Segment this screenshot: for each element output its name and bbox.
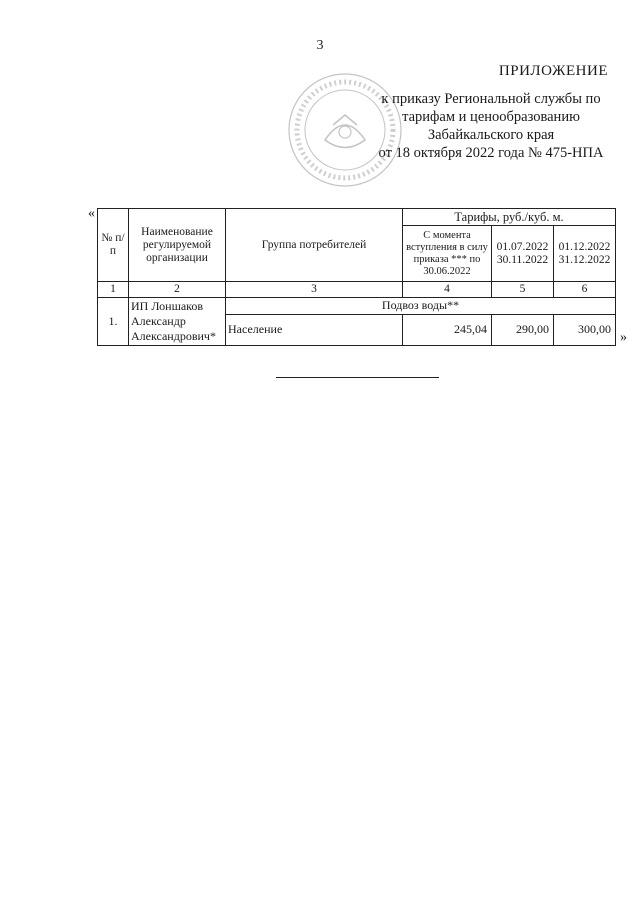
header-period-2-to: 30.11.2022 [496,253,549,266]
appendix-line: Забайкальского края [427,127,555,143]
col-number: 5 [492,282,554,298]
header-period-2-from: 01.07.2022 [496,240,549,253]
header-period-1: С момента вступления в силу приказа *** по 30.06.2022 [403,226,492,282]
header-org: Наименование регулируемой организации [129,209,226,282]
header-period-2 [492,226,554,282]
closing-quote: » [620,330,627,345]
appendix-title: ПРИЛОЖЕНИЕ [498,63,608,79]
header-group: Группа потребителей [226,209,403,282]
row-service: Подвоз воды** [226,298,616,315]
header-tariffs: Тарифы, руб./куб. м. [403,209,616,226]
appendix-line: к приказу Региональной службы по [381,91,601,107]
page-number: 3 [316,38,324,53]
row-num: 1. [98,298,129,346]
col-number: 1 [98,282,129,298]
row-group: Население [226,314,403,345]
header-period-3-to: 31.12.2022 [558,253,611,266]
header-period-3-from: 01.12.2022 [558,240,611,253]
row-tariff-1: 245,04 [403,314,492,345]
col-number: 4 [403,282,492,298]
header-num: № п/п [98,209,129,282]
row-org: ИП Лоншаков Александр Александрович* [129,298,226,346]
row-tariff-2: 290,00 [492,314,554,345]
opening-quote: « [88,206,95,221]
tariff-table [97,208,616,346]
col-number: 2 [129,282,226,298]
appendix-line: от 18 октября 2022 года № 475-НПА [378,145,604,161]
appendix-header [366,62,616,162]
col-number: 3 [226,282,403,298]
row-tariff-3: 300,00 [554,314,616,345]
separator-line [276,377,439,378]
col-number: 6 [554,282,616,298]
header-period-3 [554,226,616,282]
appendix-line: тарифам и ценообразованию [402,109,580,125]
